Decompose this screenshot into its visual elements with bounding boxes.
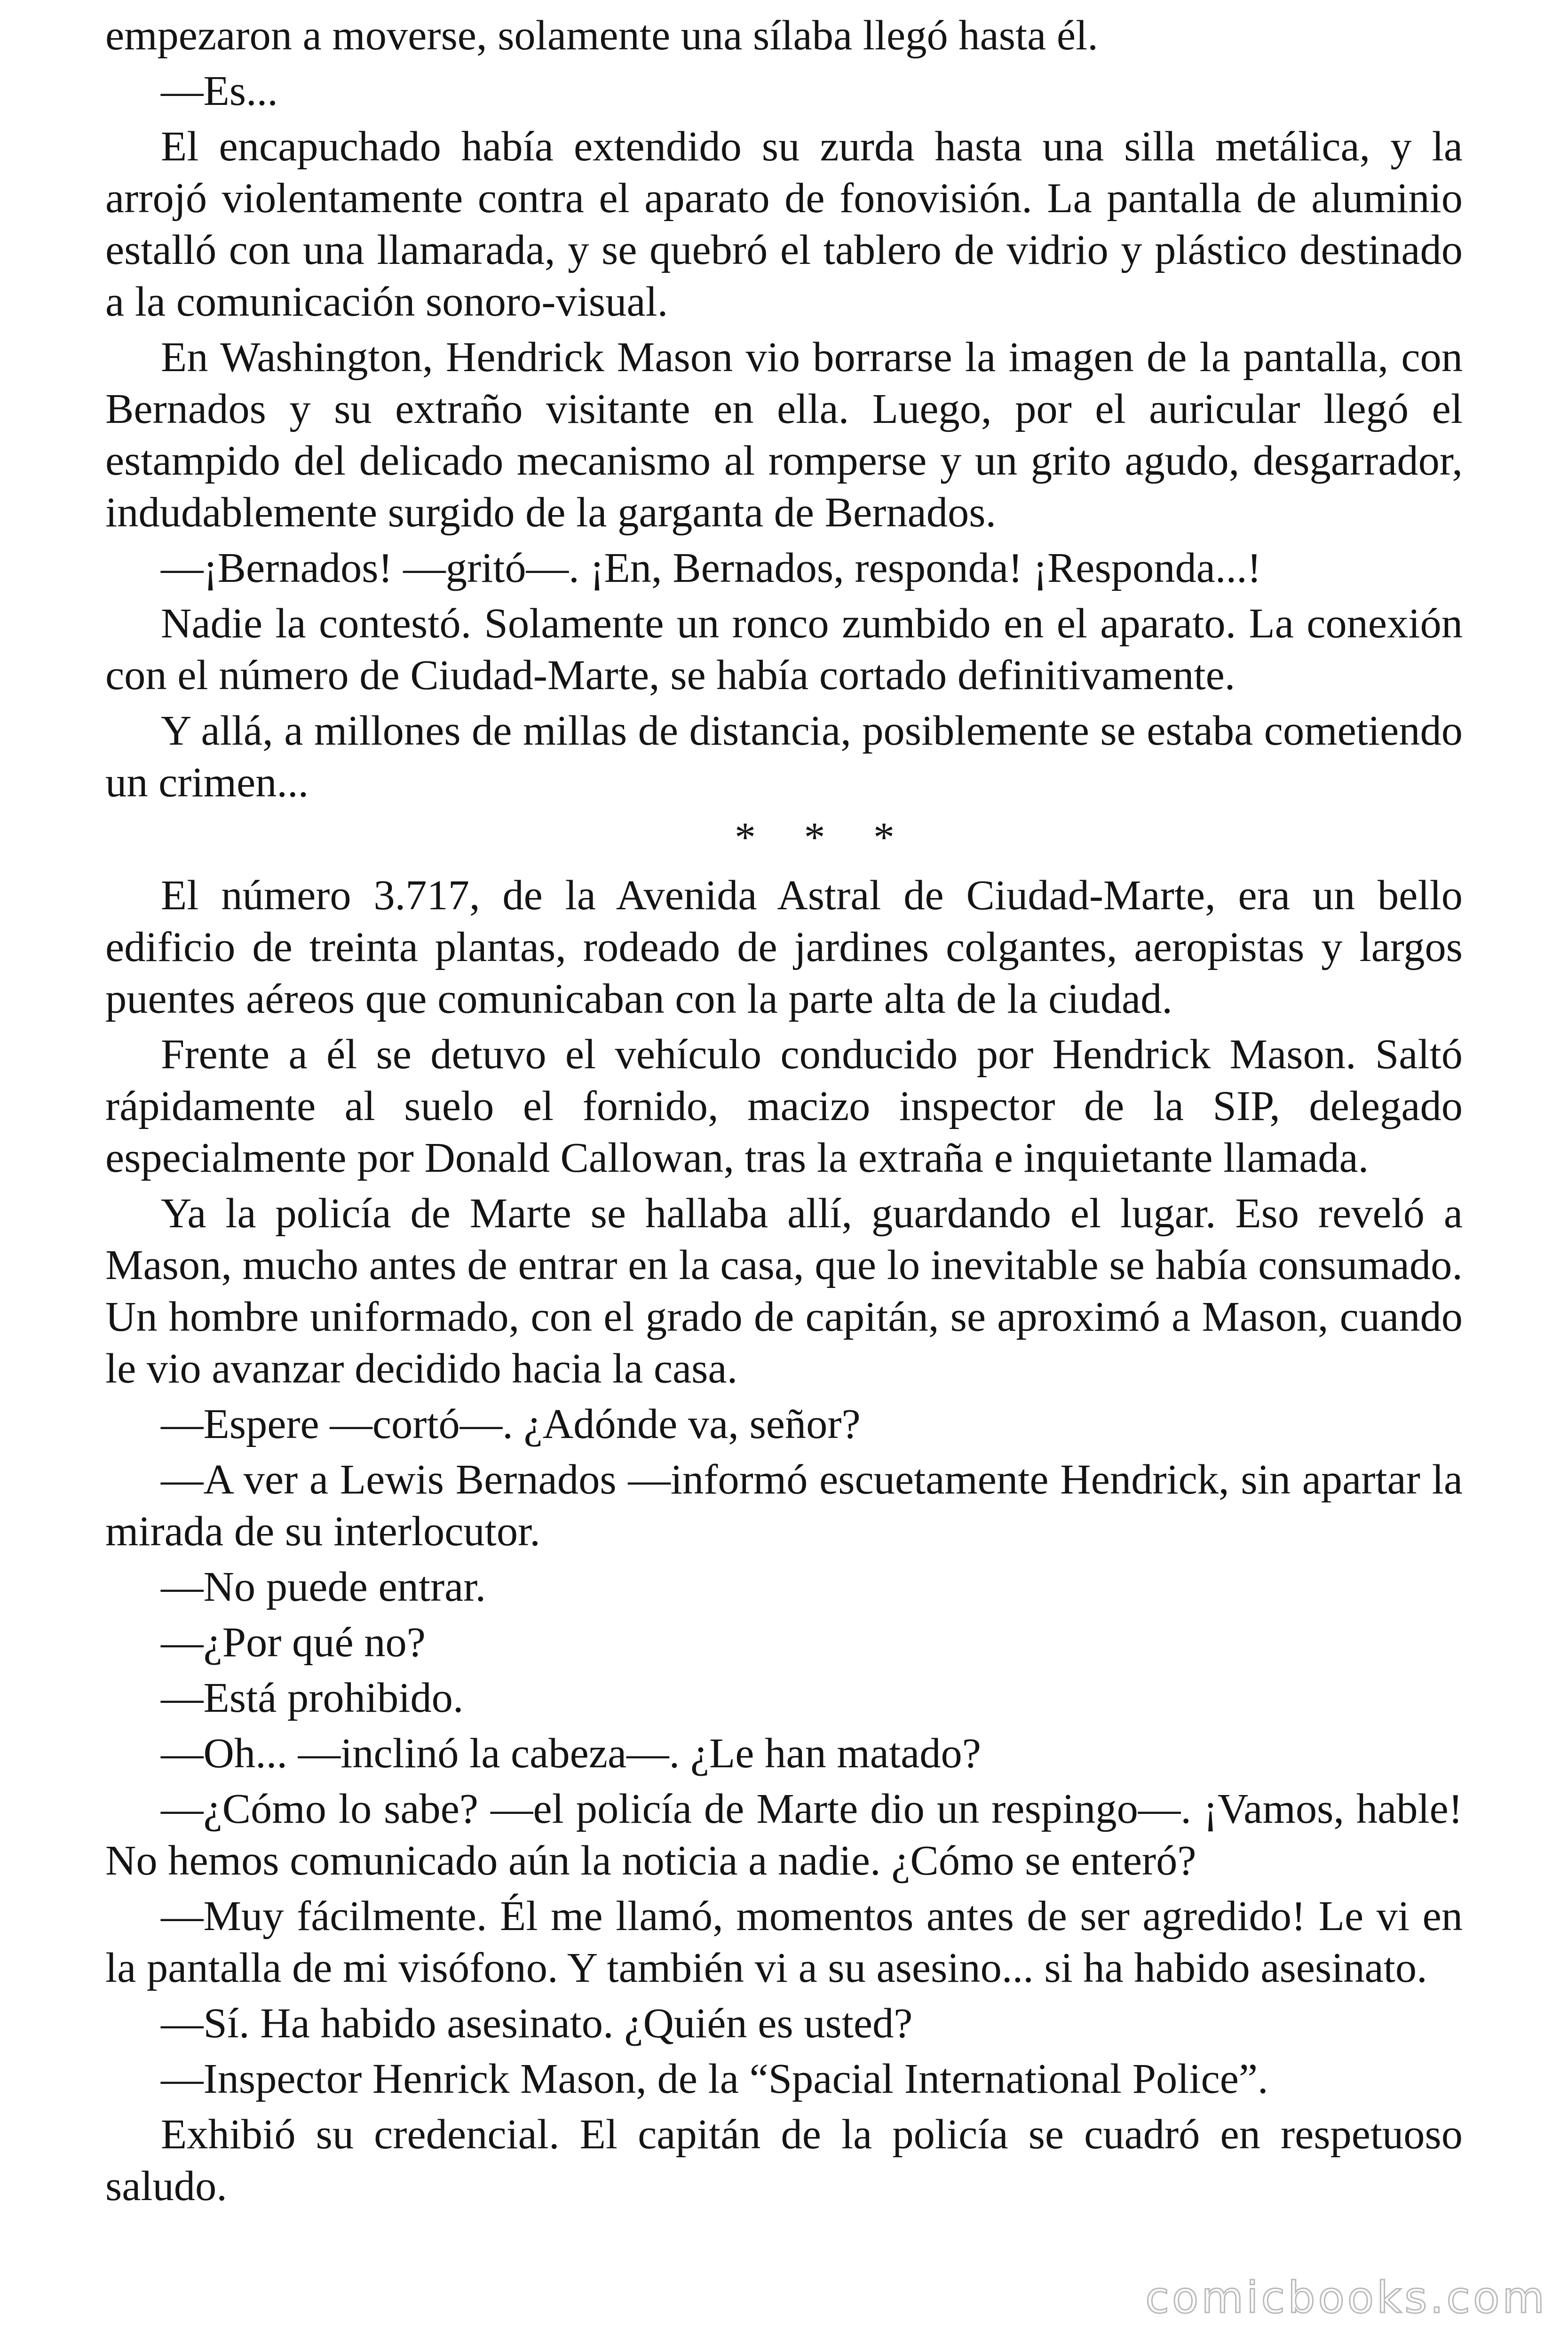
paragraph: Frente a él se detuvo el vehículo conducido por Hendrick Mason. Saltó rápidamente al suelo el fornido, macizo inspector de la SIP, delegado especialmente por Donald Callowan, tras la extraña e inquietante llamada. <box>105 1030 1463 1181</box>
paragraph-continuation: empezaron a moverse, solamente una sílaba llegó hasta él. <box>105 11 1098 59</box>
dialogue-line: —¿Por qué no? <box>161 1618 426 1666</box>
dialogue-line: —No puede entrar. <box>161 1563 486 1610</box>
dialogue-line: —Muy fácilmente. Él me llamó, momentos antes de ser agredido! Le vi en la pantalla de mi visófono. Y también vi a su asesino... si ha habido asesinato. <box>105 1892 1463 1991</box>
dialogue-line: —Es... <box>161 67 278 114</box>
book-page <box>105 9 1463 2216</box>
watermark: comicbooks.com <box>1145 2273 1547 2323</box>
dialogue-line: —A ver a Lewis Bernados —informó escuetamente Hendrick, sin apartar la mirada de su interlocutor. <box>105 1455 1463 1555</box>
dialogue-line: —Sí. Ha habido asesinato. ¿Quién es usted? <box>161 1999 913 2047</box>
dialogue-line: —Espere —cortó—. ¿Adónde va, señor? <box>161 1400 861 1447</box>
paragraph: Nadie la contestó. Solamente un ronco zumbido en el aparato. La conexión con el número de Ciudad-Marte, se había cortado definitivamente. <box>105 599 1463 699</box>
section-separator: * * * <box>735 814 895 861</box>
paragraph: Y allá, a millones de millas de distancia, posiblemente se estaba cometiendo un crimen... <box>105 707 1463 806</box>
paragraph: Exhibió su credencial. El capitán de la policía se cuadró en respetuoso saludo. <box>105 2110 1463 2209</box>
dialogue-line: —Inspector Henrick Mason, de la “Spacial International Police”. <box>161 2055 1268 2102</box>
paragraph: En Washington, Hendrick Mason vio borrarse la imagen de la pantalla, con Bernados y su extraño visitante en ella. Luego, por el auricular llegó el estampido del delicado mecanismo al romperse y un grito agudo, desgarrador, indudablemente surgido de la garganta de Bernados. <box>105 333 1463 536</box>
paragraph: El número 3.717, de la Avenida Astral de Ciudad-Marte, era un bello edificio de treinta plantas, rodeado de jardines colgantes, aeropistas y largos puentes aéreos que comunicaban con la parte alta de la ciudad. <box>105 871 1463 1022</box>
dialogue-line: —¡Bernados! —gritó—. ¡En, Bernados, responda! ¡Responda...! <box>161 544 1261 591</box>
dialogue-line: —Oh... —inclinó la cabeza—. ¿Le han matado? <box>161 1729 981 1777</box>
paragraph: Ya la policía de Marte se hallaba allí, guardando el lugar. Eso reveló a Mason, mucho antes de entrar en la casa, que lo inevitable se había consumado. Un hombre uniformado, con el grado de capitán, se aproximó a Mason, cuando le vio avanzar decidido hacia la casa. <box>105 1189 1463 1392</box>
dialogue-line: —Está prohibido. <box>161 1674 464 1721</box>
paragraph: El encapuchado había extendido su zurda hasta una silla metálica, y la arrojó violentamente contra el aparato de fonovisión. La pantalla de aluminio estalló con una llamarada, y se quebró el tablero de vidrio y plástico destinado a la comunicación sonoro-visual. <box>105 122 1463 325</box>
dialogue-line: —¿Cómo lo sabe? —el policía de Marte dio un respingo—. ¡Vamos, hable! No hemos comunicado aún la noticia a nadie. ¿Cómo se enteró? <box>105 1785 1463 1884</box>
